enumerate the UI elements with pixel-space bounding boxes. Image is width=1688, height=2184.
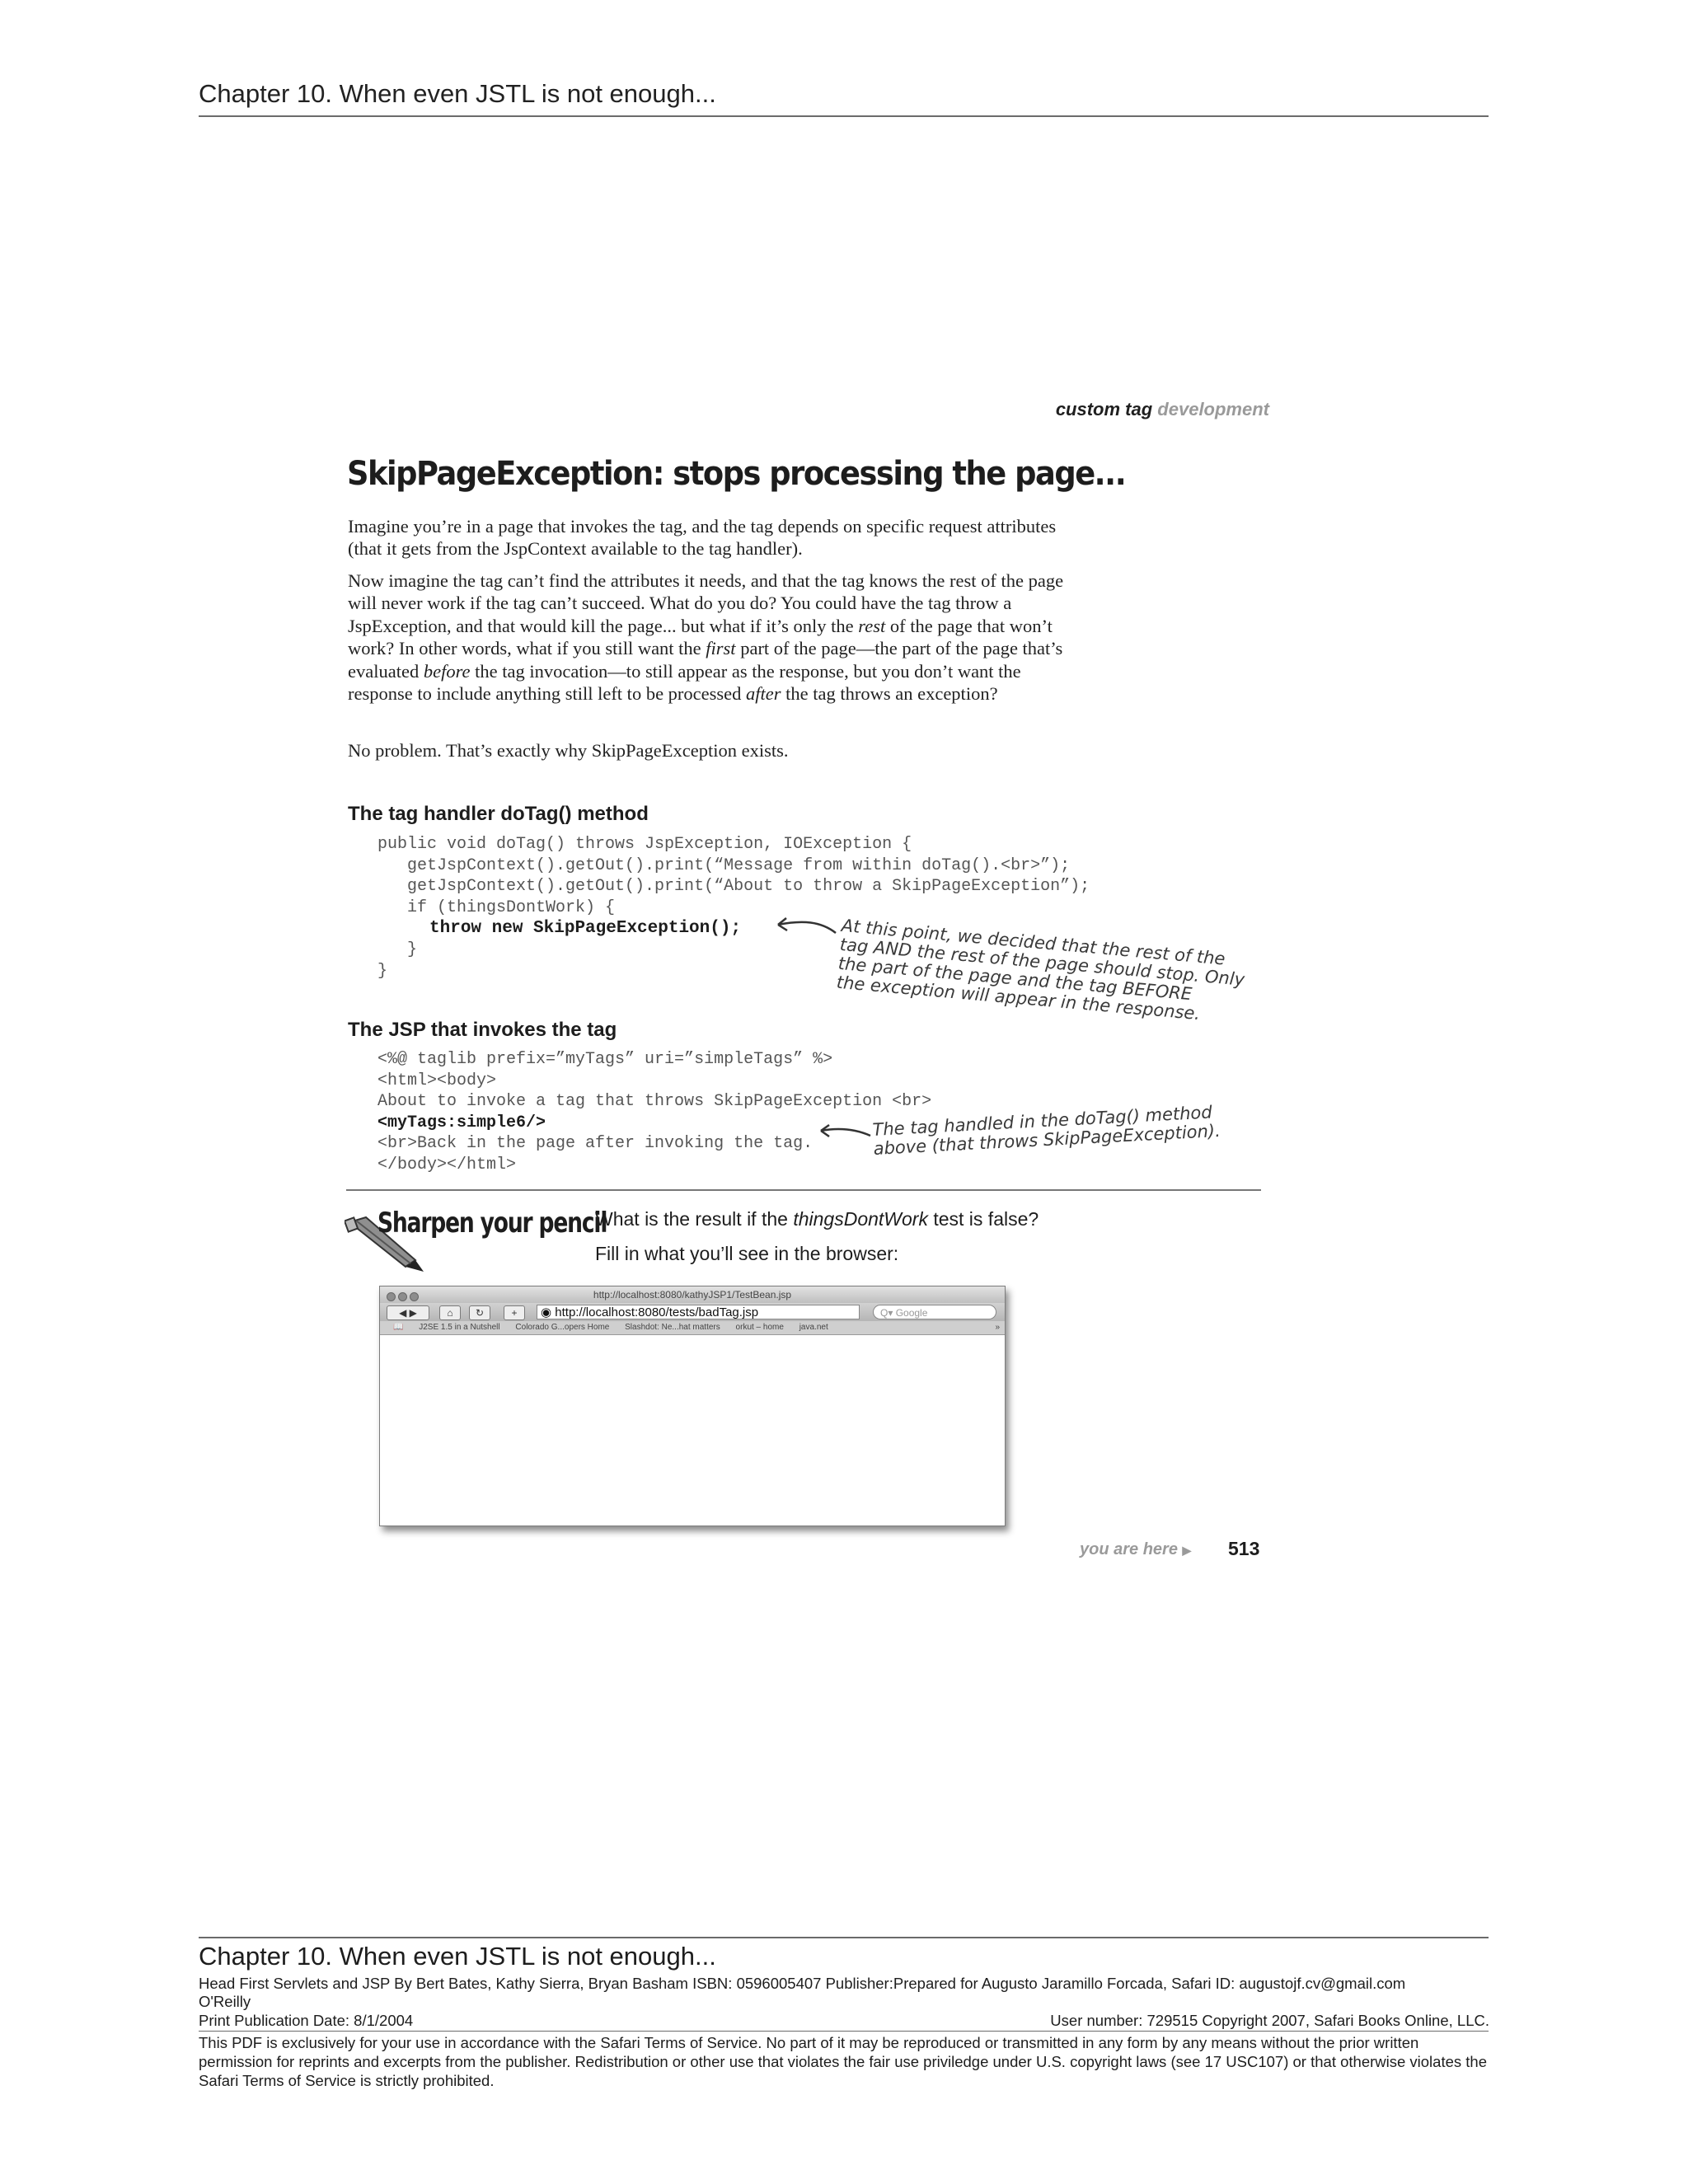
footer-publisher: O'Reilly — [199, 1993, 251, 2010]
footer-user-number: User number: 729515 Copyright 2007, Safari Books Online, LLC. — [1050, 2012, 1489, 2029]
arrow-icon — [816, 1121, 874, 1146]
question-text: What is the result if the — [595, 1208, 794, 1230]
minimize-icon[interactable] — [398, 1292, 407, 1301]
browser-window-title: http://localhost:8080/kathyJSP1/TestBean.jsp — [593, 1289, 792, 1301]
code-line: getJspContext().getOut().print(“Message from within doTag().<br>”); — [377, 855, 1071, 875]
emphasis-first: first — [706, 638, 736, 659]
problem-text: of the page that won’t work? In other words, what if you still want the — [348, 615, 1053, 659]
footer-chapter: Chapter 10. When even JSTL is not enough... — [199, 1942, 716, 1971]
exercise-title: Sharpen your pencil — [377, 1207, 607, 1240]
problem-text: the tag throws an exception? — [781, 683, 998, 705]
code-line: </body></html> — [377, 1155, 517, 1174]
url-text: http://localhost:8080/tests/badTag.jsp — [555, 1305, 759, 1319]
question-variable: thingsDontWork — [793, 1208, 928, 1230]
home-icon[interactable]: ⌂ — [439, 1305, 461, 1320]
add-bookmark-icon[interactable]: + — [504, 1305, 525, 1320]
intro-paragraph: Imagine you’re in a page that invokes the tag, and the tag depends on specific request attributes (that it gets from the JspContext available to the tag handler). — [348, 516, 1057, 560]
code-line: } — [377, 961, 388, 981]
footer-print-date: Print Publication Date: 8/1/2004 — [199, 2012, 414, 2029]
bookmarks-book-icon[interactable]: 📖 — [393, 1323, 404, 1332]
code-line: public void doTag() throws JspException, IOException { — [377, 835, 912, 854]
browser-content-area — [380, 1335, 1005, 1525]
jsp-code — [377, 1049, 931, 1176]
search-field[interactable]: Q▾ Google — [873, 1305, 996, 1319]
problem-text: the tag invocation—to still appear as the response, but you don’t want the response to include anything still left to be processed — [348, 660, 1021, 705]
emphasis-before: before — [423, 660, 471, 682]
footer-rule — [199, 1937, 1489, 1938]
bookmarks-bar — [380, 1321, 1005, 1335]
bookmark-item[interactable]: orkut – home — [735, 1323, 784, 1332]
code-line: } — [377, 940, 418, 959]
section-tag — [1039, 399, 1269, 420]
emphasis-after: after — [746, 683, 781, 705]
handler-heading: The tag handler doTag() method — [348, 803, 649, 825]
exercise-instruction: Fill in what you’ll see in the browser: — [595, 1243, 899, 1264]
problem-paragraph — [348, 569, 1090, 705]
bookmark-item[interactable]: Slashdot: Ne...hat matters — [625, 1323, 720, 1332]
you-are-here-text: you are here — [1080, 1540, 1178, 1558]
emphasis-rest: rest — [858, 615, 886, 636]
code-line-tag: <myTags:simple6/> — [377, 1113, 546, 1132]
page-number: 513 — [1228, 1538, 1260, 1559]
code-line: <br>Back in the page after invoking the tag. — [377, 1134, 814, 1154]
back-forward-button[interactable]: ◀ ▶ — [387, 1305, 429, 1320]
code-line: if (thingsDontWork) { — [377, 898, 616, 917]
bookmark-item[interactable]: J2SE 1.5 in a Nutshell — [419, 1323, 500, 1332]
question-text: test is false? — [927, 1208, 1039, 1230]
close-icon[interactable] — [387, 1292, 396, 1301]
code-line: About to invoke a tag that throws SkipPageException <br> — [377, 1092, 932, 1112]
footer-notice: This PDF is exclusively for your use in accordance with the Safari Terms of Service. No part of it may be reproduced or transmitted in any form by any means without the prior written permission for reprints and excerpts from the publisher. Redistribution or other use that violates the fair use priviledge under U.S. copyright laws (see 17 USC107) or that otherwise violates the Safari Terms of Service is strictly prohibited. — [199, 2034, 1487, 2089]
browser-window — [379, 1286, 1006, 1526]
url-field[interactable]: ◉ http://localhost:8080/tests/badTag.jsp — [537, 1305, 860, 1319]
problem-text: part of the page—the part of the page that’s evaluated — [348, 638, 1063, 682]
code-line-throw: throw new SkipPageException(); — [377, 919, 742, 939]
problem-text: Now imagine the tag can’t find the attributes it needs, and that the tag knows the rest of the page will never work if the tag can’t succeed. What do you do? You could have the tag throw a JspException, and that would kill the page... but what if it’s only the — [348, 570, 1064, 636]
header-rule — [199, 115, 1489, 117]
browser-toolbar — [380, 1303, 1005, 1321]
exercise-question — [595, 1208, 1039, 1230]
chapter-header: Chapter 10. When even JSTL is not enough... — [199, 79, 716, 108]
section-tag-primary: custom tag — [1055, 399, 1153, 419]
section-tag-secondary: development — [1157, 399, 1269, 419]
jsp-annotation: The tag handled in the doTag() method above (that throws SkipPageException). — [871, 1102, 1221, 1159]
code-line: getJspContext().getOut().print(“About to throw a SkipPageException”); — [377, 877, 1090, 897]
browser-titlebar — [380, 1286, 1005, 1303]
reload-icon[interactable]: ↻ — [469, 1305, 490, 1320]
zoom-icon[interactable] — [410, 1292, 419, 1301]
bookmark-item[interactable]: Colorado G...opers Home — [515, 1323, 610, 1332]
jsp-heading: The JSP that invokes the tag — [348, 1019, 617, 1041]
arrow-icon — [773, 913, 839, 938]
code-line: <html><body> — [377, 1071, 497, 1090]
triangle-icon: ▶ — [1182, 1544, 1192, 1557]
footer-book-info: Head First Servlets and JSP By Bert Bates, Kathy Sierra, Bryan Basham ISBN: 0596005407 Publisher:Prepared for Augusto Jaramillo Forcada, Safari ID: augustojf.cv@gmail.com — [199, 1975, 1406, 1992]
exercise-divider — [346, 1189, 1261, 1191]
code-line: <%@ taglib prefix=”myTags” uri=”simpleTags” %> — [377, 1050, 833, 1069]
more-bookmarks-icon[interactable]: » — [995, 1323, 1000, 1332]
bookmark-item[interactable]: java.net — [799, 1323, 828, 1332]
handler-annotation: At this point, we decided that the rest of the tag AND the rest of the page should stop. Only the part of the page and the tag BEFORE the exception will appear in the response. — [835, 916, 1246, 1024]
you-are-here — [1080, 1540, 1191, 1559]
footer-rule-2 — [199, 2031, 1489, 2032]
conclusion-paragraph: No problem. That’s exactly why SkipPageException exists. — [348, 740, 789, 761]
page-title: SkipPageException: stops processing the page... — [347, 455, 1126, 493]
